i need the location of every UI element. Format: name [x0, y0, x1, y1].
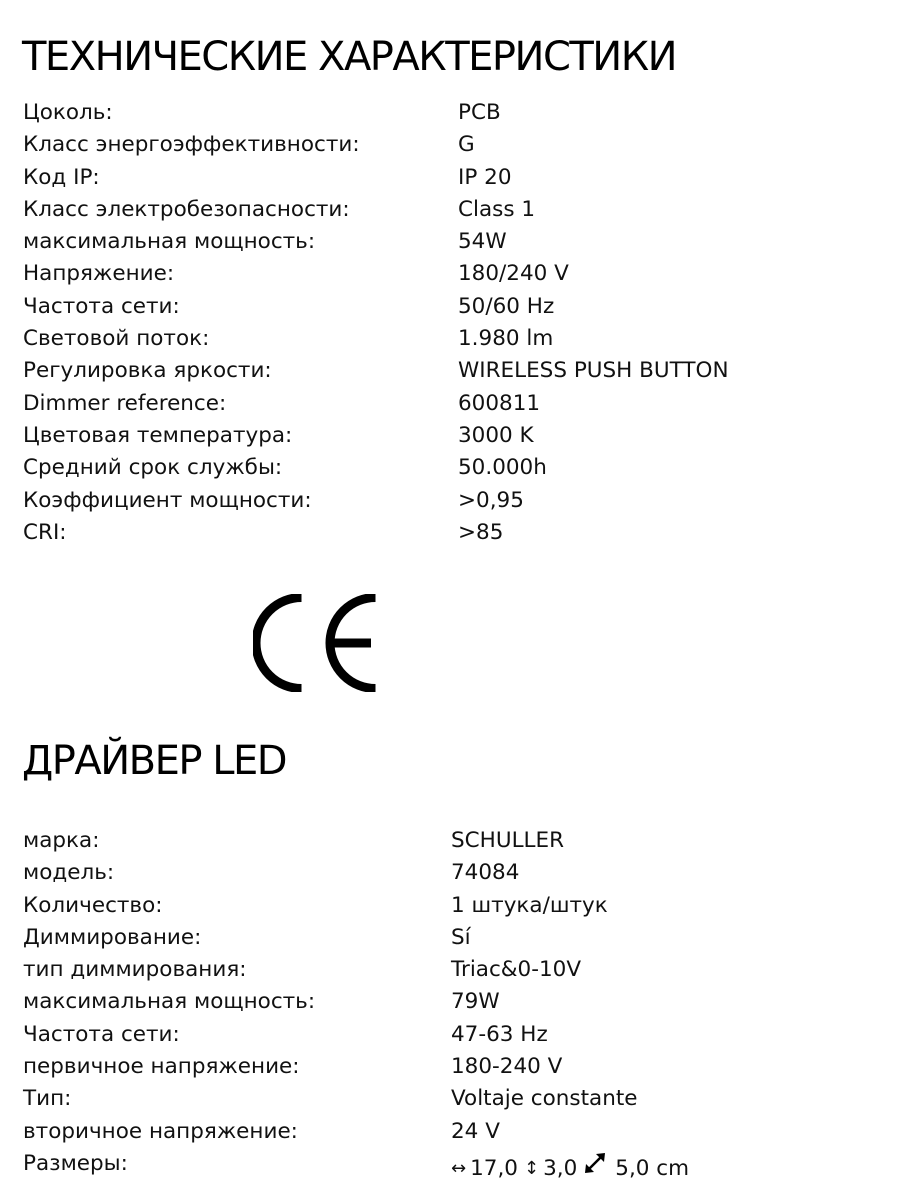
- spec-label: Напряжение:: [23, 261, 175, 287]
- vertical-arrow-icon: ↕: [523, 1157, 540, 1179]
- spec-value: WIRELESS PUSH BUTTON: [458, 358, 729, 384]
- spec-row: [23, 922, 915, 954]
- spec-row: [23, 194, 915, 226]
- spec-row: [23, 452, 915, 484]
- dimension-length: 17,0: [470, 1155, 518, 1181]
- spec-value: 1.980 lm: [458, 326, 554, 352]
- spec-label: максимальная мощность:: [23, 989, 316, 1015]
- spec-row: [23, 1116, 915, 1148]
- spec-label: Код IP:: [23, 164, 100, 190]
- spec-value: SCHULLER: [451, 828, 565, 853]
- specs-heading: ТЕХНИЧЕСКИЕ ХАРАКТЕРИСТИКИ: [22, 34, 677, 80]
- spec-row: [23, 420, 915, 452]
- spec-value: 3000 K: [458, 422, 534, 448]
- dimensions-label: Размеры:: [23, 1150, 128, 1176]
- spec-row: [23, 986, 915, 1018]
- spec-row: [23, 258, 915, 290]
- spec-label: CRI:: [23, 519, 67, 545]
- spec-row: [23, 825, 915, 857]
- spec-label: Частота сети:: [23, 1021, 180, 1047]
- spec-value: 24 V: [451, 1118, 500, 1144]
- specs-table: [23, 97, 915, 549]
- spec-row: [23, 291, 915, 323]
- spec-row: [23, 857, 915, 889]
- spec-row: [23, 1051, 915, 1083]
- spec-value: 79W: [451, 989, 500, 1015]
- dimension-diagonal: 5,0 cm: [615, 1155, 690, 1181]
- spec-row: [23, 485, 915, 517]
- spec-row: [23, 1019, 915, 1051]
- diagonal-arrow-icon: [583, 1151, 607, 1175]
- spec-label: Цоколь:: [23, 100, 113, 125]
- spec-label: Dimmer reference:: [23, 390, 227, 416]
- spec-value: 180-240 V: [451, 1054, 563, 1080]
- spec-value: 47-63 Hz: [451, 1021, 548, 1047]
- driver-table: [23, 825, 915, 1180]
- spec-label: максимальная мощность:: [23, 229, 316, 255]
- spec-value: Class 1: [458, 196, 536, 222]
- dimensions-row: [23, 1148, 915, 1180]
- spec-row: [23, 954, 915, 986]
- spec-label: марка:: [23, 828, 100, 853]
- spec-label: Диммирование:: [23, 924, 202, 950]
- spec-value: Sí: [451, 924, 471, 950]
- spec-label: Регулировка яркости:: [23, 358, 272, 384]
- spec-label: Цветовая температура:: [23, 422, 293, 448]
- spec-row: [23, 890, 915, 922]
- spec-value: G: [458, 132, 475, 158]
- spec-label: первичное напряжение:: [23, 1054, 300, 1080]
- horizontal-arrow-icon: ↔: [451, 1157, 467, 1179]
- spec-row: [23, 355, 915, 387]
- spec-row: [23, 517, 915, 549]
- ce-mark-icon: [253, 594, 379, 692]
- spec-label: Тип:: [23, 1086, 72, 1112]
- spec-value: Triac&0-10V: [451, 957, 582, 983]
- spec-label: Средний срок службы:: [23, 455, 283, 481]
- spec-label: Количество:: [23, 892, 163, 918]
- spec-row: [23, 323, 915, 355]
- spec-label: Коэффициент мощности:: [23, 487, 312, 513]
- spec-value: 74084: [451, 860, 520, 886]
- spec-label: Световой поток:: [23, 326, 210, 352]
- spec-value: >0,95: [458, 487, 524, 513]
- spec-label: Класс электробезопасности:: [23, 196, 350, 222]
- spec-row: [23, 97, 915, 129]
- driver-heading: ДРАЙВЕР LED: [22, 738, 287, 784]
- spec-value: >85: [458, 519, 504, 545]
- spec-row: [23, 388, 915, 420]
- spec-label: тип диммирования:: [23, 957, 247, 983]
- spec-label: Частота сети:: [23, 293, 180, 319]
- spec-value: 50.000h: [458, 455, 547, 481]
- spec-value: 50/60 Hz: [458, 293, 555, 319]
- dimensions-value: [451, 1153, 689, 1185]
- spec-row: [23, 162, 915, 194]
- spec-value: 180/240 V: [458, 261, 569, 287]
- spec-label: вторичное напряжение:: [23, 1118, 298, 1144]
- spec-row: [23, 129, 915, 161]
- spec-value: PCB: [458, 100, 501, 125]
- spec-value: IP 20: [458, 164, 512, 190]
- dimension-height: 3,0: [543, 1155, 578, 1181]
- spec-label: модель:: [23, 860, 115, 886]
- spec-value: 600811: [458, 390, 541, 416]
- spec-value: 1 штука/штук: [451, 892, 608, 918]
- spec-value: 54W: [458, 229, 507, 255]
- spec-row: [23, 226, 915, 258]
- spec-label: Класс энергоэффективности:: [23, 132, 360, 158]
- spec-row: [23, 1083, 915, 1115]
- spec-value: Voltaje constante: [451, 1086, 638, 1112]
